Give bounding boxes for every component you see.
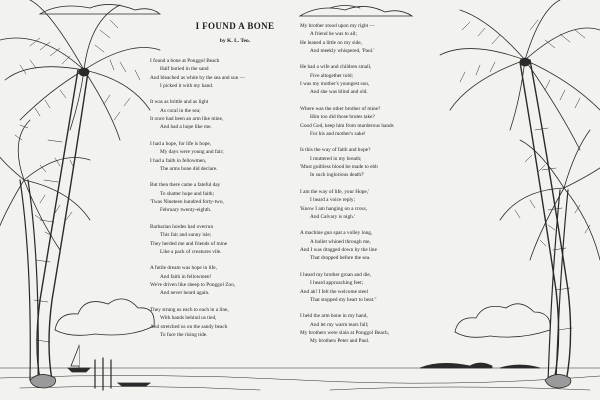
- verse-line: With hands behind us tied,: [160, 315, 217, 322]
- stanza: [150, 306, 290, 339]
- verse-line: And never heard again.: [160, 290, 210, 297]
- verse-line: And bleached as white by the sea and sun —: [150, 74, 245, 81]
- stanza: [150, 181, 290, 214]
- verse-line: And meekly whispered, 'Paul.': [310, 47, 375, 54]
- verse-line: And had a hope like me.: [160, 124, 212, 131]
- verse-line: A machine gun spat a volley long,: [300, 230, 373, 237]
- verse-line: They strung us each to each in a line,: [150, 306, 229, 313]
- verse-line: They herded me and friends of mine: [150, 240, 228, 247]
- stanza: [300, 188, 445, 221]
- poem-column-left: [150, 57, 290, 347]
- verse-line: I am the way of life, your Hope,': [300, 188, 370, 195]
- verse-line: To shatter hope and faith;: [160, 190, 215, 197]
- stanza: [150, 223, 290, 256]
- verse-line: I found a bone at Ponggol Beach: [150, 58, 220, 64]
- verse-line: Is this the way of faith and hope?: [300, 147, 371, 154]
- stanza: [300, 146, 445, 179]
- verse-line: He leaned a little on my side,: [300, 39, 362, 46]
- verse-line: That dropped before the sea.: [310, 255, 371, 262]
- poem-title: I FOUND A BONE: [195, 21, 275, 31]
- verse-line: A futile dream was hope in life,: [150, 265, 217, 272]
- verse-line: A friend he was to all;: [310, 31, 357, 38]
- stanza: [150, 57, 290, 90]
- verse-line: And Calvary is nigh.': [310, 213, 356, 220]
- stanza: [300, 63, 445, 96]
- verse-line: Barbarian hordes had overrun: [150, 223, 214, 230]
- verse-line: Like a pack of creatures vile.: [160, 248, 222, 255]
- verse-line: As coral in the sea;: [160, 107, 201, 114]
- verse-line: I heard my brother groan and die,: [300, 271, 372, 278]
- verse-line: The arms bone did declare.: [160, 165, 218, 172]
- verse-line: This fair and sunny isle;: [160, 232, 212, 239]
- verse-line: I heard a voice reply;: [310, 197, 356, 204]
- verse-line: I muttered in my breath;: [310, 155, 362, 162]
- stanza: [300, 105, 445, 138]
- verse-line: 'Twas Nineteen hundred forty-two,: [150, 199, 224, 206]
- verse-line: I had a hope, for life is hope,: [150, 140, 212, 147]
- stanza: [300, 271, 445, 304]
- verse-line: My brothers were slain at Ponggol Beach,: [300, 329, 389, 336]
- stanza: [300, 229, 445, 262]
- verse-line: I had a faith in fellowmen,: [150, 157, 207, 164]
- stanza: [300, 312, 445, 345]
- verse-line: My brother stood upon my right —: [300, 23, 375, 29]
- verse-line: I was my mother's youngest son,: [300, 81, 370, 88]
- verse-line: 'Know I am hanging on a cross,: [300, 205, 368, 212]
- verse-line: And let my warm tears fall;: [310, 321, 369, 328]
- verse-line: Five altogether told;: [310, 72, 353, 79]
- verse-line: I held the arm bone in my hand,: [300, 313, 368, 320]
- verse-line: February twenty-eighth.: [160, 207, 212, 214]
- verse-line: To face the rising tide.: [160, 331, 208, 338]
- verse-line: We're driven like sheep to Ponggol Zoo,: [150, 282, 236, 289]
- verse-line: It once had been an arm like mine,: [150, 116, 224, 123]
- verse-line: A bullet whined through me,: [310, 238, 371, 245]
- verse-line: I picked it with my hand.: [160, 82, 214, 89]
- verse-line: And she was blind and old.: [310, 89, 368, 96]
- verse-line: That stopped my heart to beat.": [310, 296, 377, 303]
- stanza: [150, 98, 290, 131]
- verse-line: It was as brittle and as light: [150, 99, 209, 106]
- poem-author: by K. L. Teo.: [219, 38, 251, 44]
- verse-line: Where was the other brother of mine?: [300, 105, 381, 112]
- verse-line: He had a wife and children small,: [300, 64, 372, 71]
- verse-line: And faith in fellowmen!: [160, 273, 212, 280]
- verse-line: And stretched us on the sandy beach: [150, 323, 228, 330]
- stanza: [300, 22, 445, 55]
- verse-line: Half buried in the sand: [160, 66, 209, 73]
- verse-line: Him too did those brutes take?: [310, 114, 375, 121]
- verse-line: 'Must guiltless blood be made to ebb: [300, 164, 378, 171]
- verse-line: But then there came a fateful day: [150, 182, 221, 189]
- stanza: [150, 140, 290, 173]
- verse-line: Good God, keep him from murderous hands: [300, 122, 394, 129]
- verse-line: And ah! I felt the welcome steel: [300, 288, 368, 295]
- poem-column-right: [300, 22, 445, 354]
- verse-line: In such inglorious death?': [310, 172, 365, 179]
- verse-line: I heard approaching feet;: [310, 280, 364, 287]
- verse-line: My brothers Peter and Paul.: [310, 338, 370, 345]
- verse-line: My days were young and fair;: [160, 149, 224, 156]
- stanza: [150, 264, 290, 297]
- verse-line: For his and mother's sake!: [310, 130, 366, 137]
- verse-line: And I was dragged down by the line: [300, 247, 377, 254]
